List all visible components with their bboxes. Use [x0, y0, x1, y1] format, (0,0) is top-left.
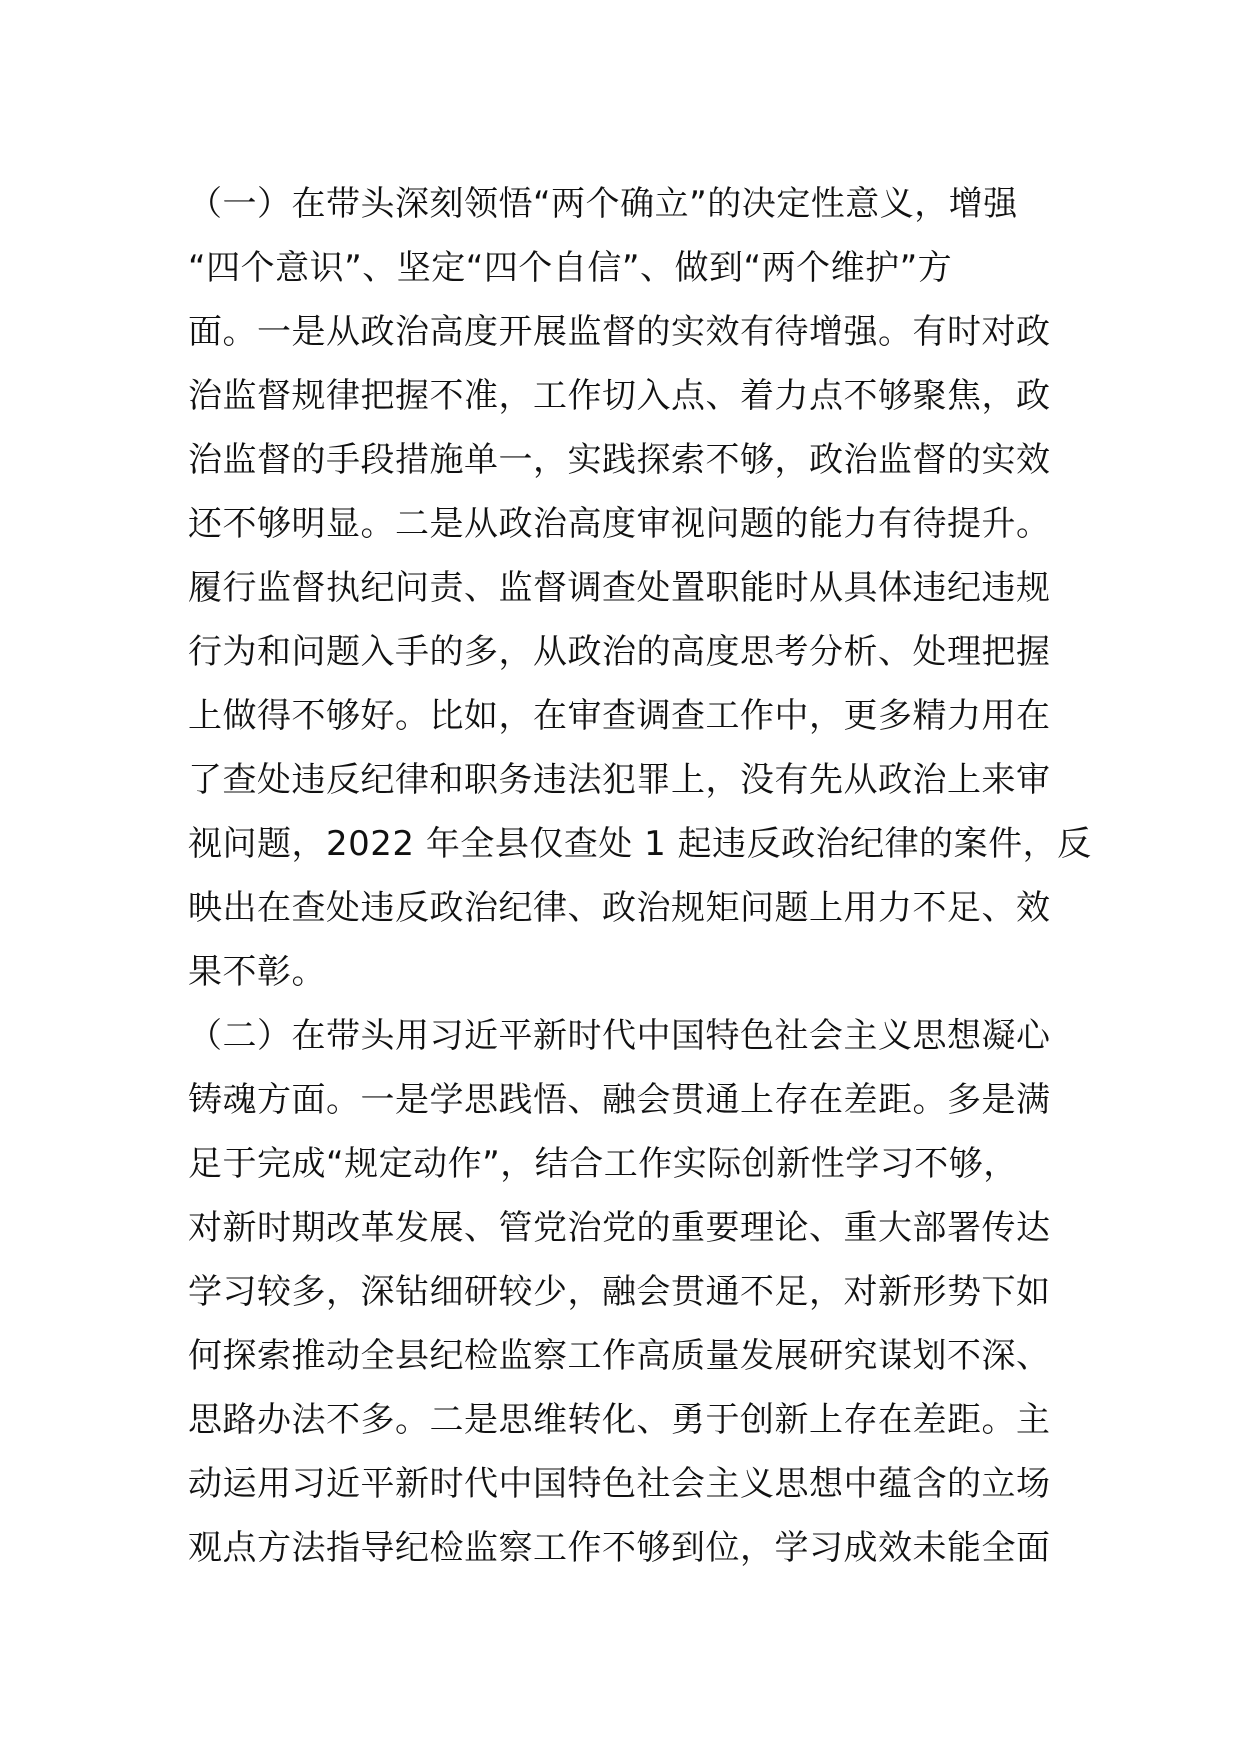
- text-line: 行为和问题入手的多，从政治的高度思考分析、处理把握: [188, 632, 1051, 672]
- text-line: 治监督规律把握不准，工作切入点、着力点不够聚焦，政: [188, 376, 1051, 416]
- text-line: （二）在带头用习近平新时代中国特色社会主义思想凝心: [188, 1016, 1051, 1056]
- text-line: 还不够明显。二是从政治高度审视问题的能力有待提升。: [188, 504, 1051, 544]
- text-line: 足于完成“规定动作”，结合工作实际创新性学习不够，: [188, 1144, 1018, 1184]
- text-line: 面。一是从政治高度开展监督的实效有待增强。有时对政: [188, 312, 1051, 352]
- text-line: “四个意识”、坚定“四个自信”、做到“两个维护”方: [188, 248, 953, 288]
- text-line: 学习较多，深钻细研较少，融会贯通不足，对新形势下如: [188, 1272, 1051, 1312]
- text-line: 何探索推动全县纪检监察工作高质量发展研究谋划不深、: [188, 1336, 1051, 1376]
- text-line: 履行监督执纪问责、监督调查处置职能时从具体违纪违规: [188, 568, 1051, 608]
- text-line: 视问题，2022 年全县仅查处 1 起违反政治纪律的案件，反: [188, 824, 1092, 864]
- text-line: 治监督的手段措施单一，实践探索不够，政治监督的实效: [188, 440, 1051, 480]
- text-line: 动运用习近平新时代中国特色社会主义思想中蕴含的立场: [188, 1464, 1051, 1504]
- body-text: [188, 172, 1092, 1580]
- text-line: 映出在查处违反政治纪律、政治规矩问题上用力不足、效: [188, 888, 1051, 928]
- text-line: 思路办法不多。二是思维转化、勇于创新上存在差距。主: [188, 1400, 1051, 1440]
- text-line: （一）在带头深刻领悟“两个确立”的决定性意义，增强: [188, 184, 1018, 224]
- text-line: 对新时期改革发展、管党治党的重要理论、重大部署传达: [188, 1208, 1051, 1248]
- text-line: 了查处违反纪律和职务违法犯罪上，没有先从政治上来审: [188, 760, 1051, 800]
- text-line: 果不彰。: [188, 952, 326, 992]
- text-line: 铸魂方面。一是学思践悟、融会贯通上存在差距。多是满: [188, 1080, 1051, 1120]
- text-line: 观点方法指导纪检监察工作不够到位，学习成效未能全面: [188, 1528, 1051, 1568]
- text-line: 上做得不够好。比如，在审查调查工作中，更多精力用在: [188, 696, 1051, 736]
